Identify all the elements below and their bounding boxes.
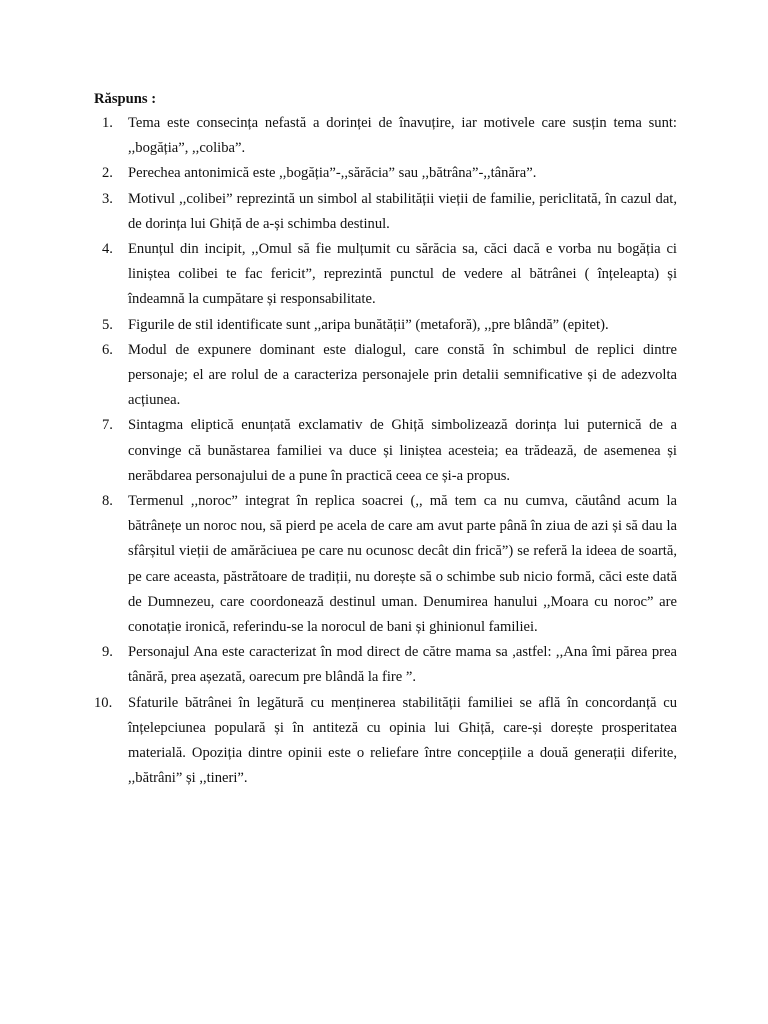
answer-number: 8.: [102, 493, 113, 510]
answer-number: 7.: [102, 417, 113, 434]
answer-number: 2.: [102, 165, 113, 182]
answer-text: Tema este consecința nefastă a dorinței de înavuțire, iar motivele care susțin tema sunt: ,,bogăția”, ,,coliba”.: [128, 115, 677, 157]
answer-item-1: [94, 111, 677, 161]
answer-text: Termenul ,,noroc” integrat în replica soacrei (,, mă tem ca nu cumva, căutând acum la bătrânețe un noroc nou, să pierd pe acela de care am avut parte până în ziua de azi și să dau la sfârșitul vieții de amărăciuea pe care nu ocunosc decât din frică”) se referă la ideea de soartă, pe care aceasta, păstrătoare de tradiții, nu dorește să o schimbe sub nicio formă, căci este dată de Dumnezeu, care coordonează destinul uman. Denumirea hanului ,,Moara cu noroc” are conotație ironică, referindu-se la norocul de bani și ghinionul familiei.: [128, 493, 677, 636]
answer-item-5: [94, 313, 677, 338]
answer-item-7: [94, 413, 677, 489]
answer-text: Perechea antonimică este ,,bogăția”-,,sărăcia” sau ,,bătrâna”-,,tânăra”.: [128, 165, 537, 182]
answer-number: 6.: [102, 341, 113, 358]
answer-text: Sintagma eliptică enunțată exclamativ de Ghiță simbolizează dorința lui puternică de a convinge că bunăstarea familiei va duce și liniștea acesteia; ea trădează, de asemenea și nerăbdarea personajului de a pune în practică ceea ce și-a propus.: [128, 417, 677, 484]
answer-text: Enunțul din incipit, ,,Omul să fie mulțumit cu sărăcia sa, căci dacă e vorba nu bogăția ci liniștea colibei te fac fericit”, reprezintă punctul de vedere al bătrânei ( înțeleapta) și îndeamnă la cumpătare și responsabilitate.: [128, 241, 677, 308]
answer-number: 1.: [102, 115, 113, 131]
answer-text: Sfaturile bătrânei în legătură cu menținerea stabilității familiei se află în concordanță cu înțelepciunea populară și în antiteză cu opinia lui Ghiță, care-și dorește prosperitatea materială. Opoziția dintre opinii este o reliefare între concepțiile a două generații diferite, ,,bătrâni” și ,,tineri”.: [128, 694, 677, 787]
answer-number: 9.: [102, 644, 113, 661]
answer-item-4: [94, 237, 677, 313]
answer-item-3: [94, 187, 677, 237]
answer-item-6: [94, 338, 677, 414]
answer-number: 4.: [102, 241, 113, 258]
answer-item-2: [94, 161, 677, 186]
answer-item-8: [94, 489, 677, 640]
document-body: [94, 88, 677, 791]
answer-text: Motivul ,,colibei” reprezintă un simbol al stabilității vieții de familie, periclitată, în cazul dat, de dorința lui Ghiță de a-și schimba destinul.: [128, 190, 677, 232]
answer-heading: Răspuns :: [94, 91, 157, 107]
answer-number: 10.: [94, 694, 113, 711]
answer-text: Figurile de stil identificate sunt ,,aripa bunătății” (metaforă), ,,pre blândă” (epitet).: [128, 316, 609, 333]
answer-item-9: [94, 640, 677, 690]
answer-text: Personajul Ana este caracterizat în mod direct de către mama sa ,astfel: ,,Ana îmi părea prea tânără, prea așezată, oarecum pre blândă la fire ”.: [128, 644, 677, 686]
answer-item-10: [94, 691, 677, 792]
answer-number: 3.: [102, 190, 113, 207]
answer-list: [94, 111, 677, 791]
answer-text: Modul de expunere dominant este dialogul, care constă în schimbul de replici dintre personaje; el are rolul de a caracteriza personajele prin detalii semnificative și de adezvolta acțiunea.: [128, 341, 677, 409]
answer-number: 5.: [102, 316, 113, 333]
